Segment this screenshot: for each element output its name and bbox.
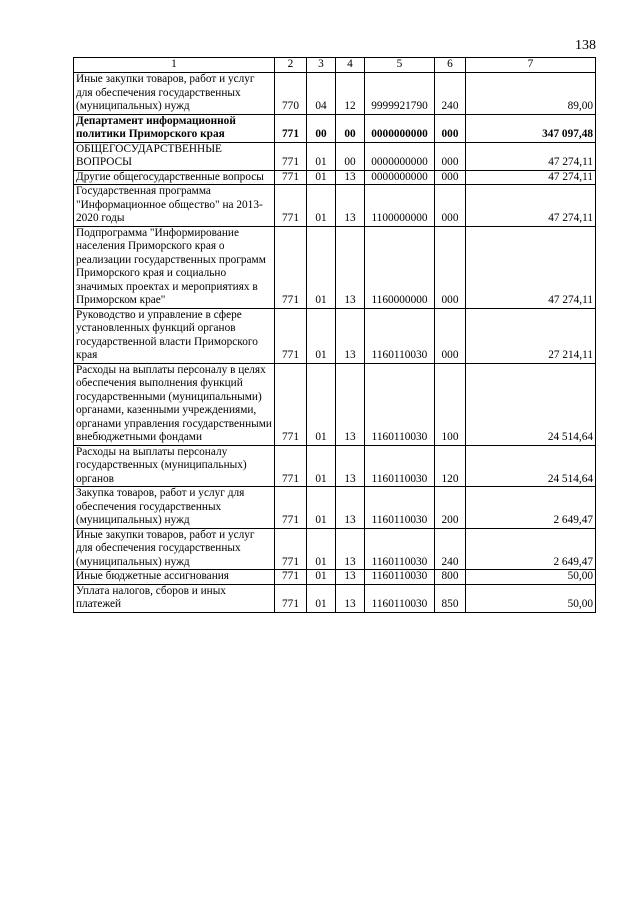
chapter-code-cell: 01 bbox=[307, 570, 336, 585]
row-name-cell: Департамент информационной политики Приморского края bbox=[74, 114, 275, 142]
amount-cell: 89,00 bbox=[466, 73, 596, 115]
row-name-cell: Иные закупки товаров, работ и услуг для обеспечения государственных (муниципальных) нужд bbox=[74, 528, 275, 570]
chapter-code-cell: 01 bbox=[307, 308, 336, 363]
chapter-code-cell: 01 bbox=[307, 185, 336, 227]
target-article-cell: 0000000000 bbox=[365, 170, 435, 185]
subsection-code-cell: 00 bbox=[336, 142, 365, 170]
row-name-cell: Иные закупки товаров, работ и услуг для обеспечения государственных (муниципальных) нужд bbox=[74, 73, 275, 115]
row-name-cell: Расходы на выплаты персоналу государственных (муниципальных) органов bbox=[74, 445, 275, 487]
subsection-code-cell: 13 bbox=[336, 584, 365, 612]
section-code-cell: 770 bbox=[275, 73, 307, 115]
target-article-cell: 0000000000 bbox=[365, 142, 435, 170]
chapter-code-cell: 01 bbox=[307, 584, 336, 612]
section-code-cell: 771 bbox=[275, 528, 307, 570]
table-row bbox=[74, 487, 596, 529]
expense-type-cell: 240 bbox=[435, 528, 466, 570]
table-row bbox=[74, 584, 596, 612]
table-row bbox=[74, 445, 596, 487]
expense-type-cell: 850 bbox=[435, 584, 466, 612]
expense-type-cell: 000 bbox=[435, 142, 466, 170]
column-header: 4 bbox=[336, 58, 365, 73]
row-name-cell: Подпрограмма "Информирование населения Приморского края о реализации государственных программ Приморского края и социально значимых проектах и мероприятиях в Приморском крае" bbox=[74, 226, 275, 308]
row-name-cell: Государственная программа "Информационное общество" на 2013-2020 годы bbox=[74, 185, 275, 227]
chapter-code-cell: 01 bbox=[307, 170, 336, 185]
section-code-cell: 771 bbox=[275, 185, 307, 227]
row-name-cell: Другие общегосударственные вопросы bbox=[74, 170, 275, 185]
table-row bbox=[74, 226, 596, 308]
target-article-cell: 1160110030 bbox=[365, 308, 435, 363]
amount-cell: 24 514,64 bbox=[466, 445, 596, 487]
amount-cell: 347 097,48 bbox=[466, 114, 596, 142]
row-name-cell: Иные бюджетные ассигнования bbox=[74, 570, 275, 585]
expense-type-cell: 000 bbox=[435, 226, 466, 308]
chapter-code-cell: 01 bbox=[307, 445, 336, 487]
amount-cell: 47 274,11 bbox=[466, 226, 596, 308]
row-name-cell: Расходы на выплаты персоналу в целях обеспечения выполнения функций государственными (муниципальными) органами, казенными учреждениями, органами управления государственными внебюджетными фондами bbox=[74, 363, 275, 445]
expense-type-cell: 000 bbox=[435, 114, 466, 142]
section-code-cell: 771 bbox=[275, 114, 307, 142]
amount-cell: 2 649,47 bbox=[466, 487, 596, 529]
chapter-code-cell: 00 bbox=[307, 114, 336, 142]
section-code-cell: 771 bbox=[275, 445, 307, 487]
subsection-code-cell: 12 bbox=[336, 73, 365, 115]
chapter-code-cell: 01 bbox=[307, 487, 336, 529]
column-header: 7 bbox=[466, 58, 596, 73]
row-name-cell: Уплата налогов, сборов и иных платежей bbox=[74, 584, 275, 612]
expense-type-cell: 240 bbox=[435, 73, 466, 115]
expense-type-cell: 100 bbox=[435, 363, 466, 445]
target-article-cell: 1160110030 bbox=[365, 528, 435, 570]
table-row bbox=[74, 528, 596, 570]
column-header: 5 bbox=[365, 58, 435, 73]
amount-cell: 24 514,64 bbox=[466, 363, 596, 445]
column-header: 2 bbox=[275, 58, 307, 73]
table-row bbox=[74, 73, 596, 115]
subsection-code-cell: 00 bbox=[336, 114, 365, 142]
subsection-code-cell: 13 bbox=[336, 528, 365, 570]
section-code-cell: 771 bbox=[275, 226, 307, 308]
chapter-code-cell: 01 bbox=[307, 226, 336, 308]
amount-cell: 2 649,47 bbox=[466, 528, 596, 570]
row-name-cell: ОБЩЕГОСУДАРСТВЕННЫЕ ВОПРОСЫ bbox=[74, 142, 275, 170]
section-code-cell: 771 bbox=[275, 487, 307, 529]
target-article-cell: 1160110030 bbox=[365, 363, 435, 445]
expense-type-cell: 000 bbox=[435, 170, 466, 185]
section-code-cell: 771 bbox=[275, 308, 307, 363]
target-article-cell: 0000000000 bbox=[365, 114, 435, 142]
chapter-code-cell: 01 bbox=[307, 142, 336, 170]
expense-type-cell: 120 bbox=[435, 445, 466, 487]
section-code-cell: 771 bbox=[275, 170, 307, 185]
table-row bbox=[74, 185, 596, 227]
table-row bbox=[74, 114, 596, 142]
amount-cell: 50,00 bbox=[466, 584, 596, 612]
row-name-cell: Закупка товаров, работ и услуг для обеспечения государственных (муниципальных) нужд bbox=[74, 487, 275, 529]
amount-cell: 47 274,11 bbox=[466, 185, 596, 227]
target-article-cell: 1160110030 bbox=[365, 487, 435, 529]
table-row bbox=[74, 363, 596, 445]
budget-table bbox=[73, 57, 596, 613]
subsection-code-cell: 13 bbox=[336, 226, 365, 308]
target-article-cell: 1160000000 bbox=[365, 226, 435, 308]
column-header: 6 bbox=[435, 58, 466, 73]
amount-cell: 47 274,11 bbox=[466, 142, 596, 170]
target-article-cell: 1160110030 bbox=[365, 584, 435, 612]
target-article-cell: 9999921790 bbox=[365, 73, 435, 115]
row-name-cell: Руководство и управление в сфере установленных функций органов государственной власти Приморского края bbox=[74, 308, 275, 363]
expense-type-cell: 000 bbox=[435, 185, 466, 227]
amount-cell: 47 274,11 bbox=[466, 170, 596, 185]
subsection-code-cell: 13 bbox=[336, 170, 365, 185]
table-header-row bbox=[74, 58, 596, 73]
subsection-code-cell: 13 bbox=[336, 185, 365, 227]
chapter-code-cell: 01 bbox=[307, 363, 336, 445]
table-row bbox=[74, 142, 596, 170]
subsection-code-cell: 13 bbox=[336, 487, 365, 529]
expense-type-cell: 200 bbox=[435, 487, 466, 529]
table-row bbox=[74, 170, 596, 185]
expense-type-cell: 800 bbox=[435, 570, 466, 585]
amount-cell: 50,00 bbox=[466, 570, 596, 585]
section-code-cell: 771 bbox=[275, 584, 307, 612]
chapter-code-cell: 01 bbox=[307, 528, 336, 570]
table-row bbox=[74, 308, 596, 363]
target-article-cell: 1160110030 bbox=[365, 570, 435, 585]
section-code-cell: 771 bbox=[275, 142, 307, 170]
page-number: 138 bbox=[575, 38, 596, 53]
chapter-code-cell: 04 bbox=[307, 73, 336, 115]
amount-cell: 27 214,11 bbox=[466, 308, 596, 363]
expense-type-cell: 000 bbox=[435, 308, 466, 363]
target-article-cell: 1100000000 bbox=[365, 185, 435, 227]
subsection-code-cell: 13 bbox=[336, 570, 365, 585]
subsection-code-cell: 13 bbox=[336, 445, 365, 487]
section-code-cell: 771 bbox=[275, 570, 307, 585]
column-header: 1 bbox=[74, 58, 275, 73]
section-code-cell: 771 bbox=[275, 363, 307, 445]
target-article-cell: 1160110030 bbox=[365, 445, 435, 487]
column-header: 3 bbox=[307, 58, 336, 73]
subsection-code-cell: 13 bbox=[336, 363, 365, 445]
subsection-code-cell: 13 bbox=[336, 308, 365, 363]
table-row bbox=[74, 570, 596, 585]
